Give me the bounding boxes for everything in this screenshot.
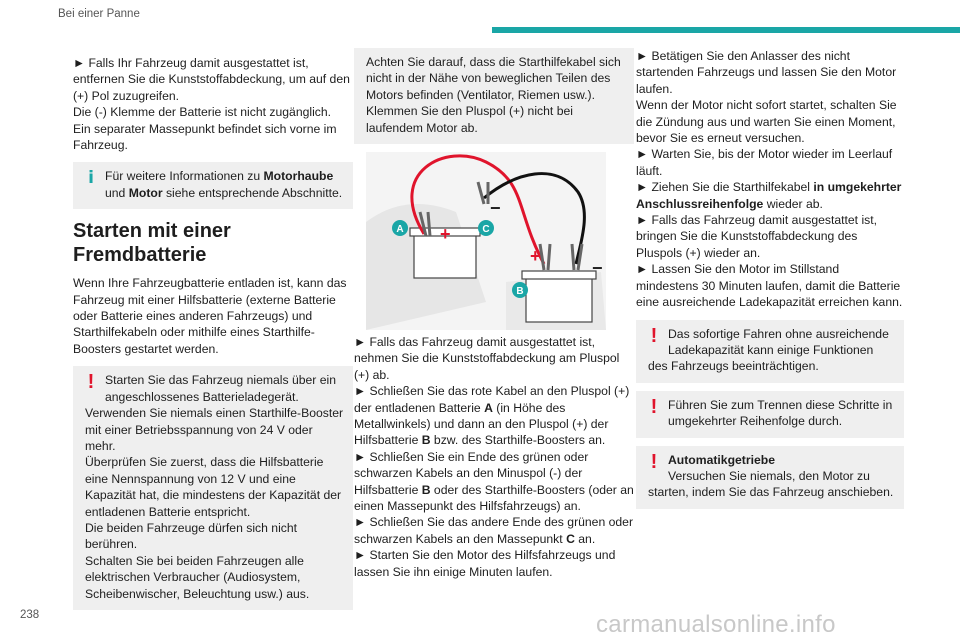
- info-text-end: siehe entsprechende Abschnitte.: [162, 185, 343, 200]
- warning-icon: !: [650, 324, 658, 347]
- jump-start-illustration: [366, 152, 606, 330]
- battery-ref: B: [421, 433, 431, 448]
- warning-text: Versuchen Sie niemals, den Motor zu starten, indem Sie das Fahrzeug anschieben.: [648, 468, 894, 500]
- svg-text:A: A: [396, 224, 404, 235]
- label-b: [512, 282, 528, 298]
- step-remove-cover: ► Falls Ihr Fahrzeug damit ausgestattet ist, entfernen Sie die Kunststoffabdeckung, um auf den (+) Pol zuzugreifen.: [73, 56, 350, 103]
- step-connect-black-c: [354, 514, 634, 547]
- column-3: [636, 48, 904, 517]
- step-refit-cover: ► Falls das Fahrzeug damit ausgestattet ist, bringen Sie die Kunststoffabdeckung des Pluspols (+) wieder an.: [636, 213, 878, 260]
- column-2-steps: [354, 334, 634, 580]
- label-a: [392, 220, 408, 236]
- warning-line: Schalten Sie bei beiden Fahrzeugen alle elektrischen Verbraucher (Audiosystem, Scheibenwischer, Beleuchtung usw.) aus.: [85, 553, 310, 601]
- plus-mark-b: +: [530, 246, 541, 266]
- warning-line: Überprüfen Sie zuerst, dass die Hilfsbatterie eine Nennspannung von 12 V und eine Kapazität hat, die mindestens der Kapazität der entladenen Batterie entspricht.: [85, 455, 342, 519]
- step-text: (in Höhe des Metallwinkels) und dann an den Pluspol (+) der Hilfsbatterie: [354, 400, 609, 448]
- plus-mark-a: +: [440, 224, 451, 244]
- warning-text: Das sofortige Fahren ohne ausreichende Ladekapazität kann einige Funktionen des Fahrzeugs beeinträchtigen.: [648, 326, 889, 374]
- warning-icon: !: [87, 371, 95, 394]
- warning-line: Verwenden Sie niemals einen Starthilfe-Booster mit einer Betriebsspannung von 24 V oder mehr.: [85, 406, 344, 453]
- step-text: ► Schließen Sie das rote Kabel an den Pluspol (+) der entladenen Batterie: [354, 384, 630, 415]
- warning-box-reverse: [636, 391, 904, 438]
- step-text: bzw. des Starthilfe-Boosters an.: [430, 433, 606, 448]
- column-1: [73, 55, 353, 618]
- step-run-engine: ► Lassen Sie den Motor im Stillstand mindestens 30 Minuten laufen, damit die Batterie eine ausreichende Ladekapazität erreichen kann.: [636, 262, 903, 310]
- info-text-and: und: [105, 185, 129, 200]
- minus-mark-b: −: [592, 258, 603, 278]
- step-text: oder des Starthilfe-Boosters (oder an einen Massepunkt des Hilfsfahrzeugs) an.: [354, 482, 634, 514]
- column-2: [354, 48, 634, 152]
- text-minus-terminal: Die (-) Klemme der Batterie ist nicht zugänglich.: [73, 105, 332, 120]
- battery-ref: A: [484, 400, 493, 415]
- info-icon: i: [88, 168, 94, 189]
- info-link-motorhaube: Motorhaube: [263, 169, 334, 184]
- warning-title: Automatikgetriebe: [668, 452, 775, 467]
- section-heading: Starten mit einer Fremdbatterie: [73, 220, 231, 267]
- label-c: [478, 220, 494, 236]
- step-connect-red: [354, 383, 634, 449]
- running-header: Bei einer Panne: [58, 8, 140, 20]
- warning-icon: !: [650, 395, 658, 418]
- warning-box-charge: [636, 320, 904, 383]
- step-retry: Wenn der Motor nicht sofort startet, schalten Sie die Zündung aus und warten Sie einen Moment, bevor Sie es erneut versuchen.: [636, 98, 897, 146]
- step-disconnect: [636, 179, 904, 212]
- step-text: an.: [574, 531, 596, 546]
- svg-text:B: B: [516, 286, 524, 297]
- svg-text:C: C: [482, 224, 490, 235]
- step-remove-cover-plus: ► Falls das Fahrzeug damit ausgestattet ist, nehmen Sie die Kunststoffabdeckung am Pluspol (+) ab.: [354, 335, 620, 382]
- caution-text-2: Klemmen Sie den Pluspol (+) nicht bei laufendem Motor ab.: [366, 104, 573, 135]
- warning-line: Die beiden Fahrzeuge dürfen sich nicht berühren.: [85, 520, 298, 552]
- warning-icon: !: [650, 450, 658, 473]
- info-box: [73, 162, 353, 209]
- watermark: carmanualsonline.info: [596, 611, 836, 638]
- step-text: wieder ab.: [763, 196, 823, 211]
- step-text: ► Schließen Sie das andere Ende des grünen oder schwarzen Kabels an den Massepunkt: [354, 515, 634, 546]
- info-text: Für weitere Informationen zu: [105, 169, 264, 184]
- step-crank: ► Betätigen Sie den Anlasser des nicht startenden Fahrzeugs und lassen Sie den Motor laufen.: [636, 49, 897, 96]
- warning-line: Starten Sie das Fahrzeug niemals über ein angeschlossenes Batterieladegerät.: [105, 373, 337, 404]
- step-text: ► Schließen Sie ein Ende des grünen oder schwarzen Kabels an den Minuspol (-) der Hilfsbatterie: [354, 449, 589, 497]
- step-connect-black-b: [354, 449, 634, 515]
- step-text: ► Ziehen Sie die Starthilfekabel: [636, 180, 814, 195]
- warning-text: Führen Sie zum Trennen diese Schritte in umgekehrter Reihenfolge durch.: [668, 397, 893, 429]
- header-accent-bar: [492, 27, 960, 33]
- step-wait-idle: ► Warten Sie, bis der Motor wieder im Leerlauf läuft.: [636, 147, 893, 178]
- step-start-helper: ► Starten Sie den Motor des Hilfsfahrzeugs und lassen Sie ihn einige Minuten laufen.: [354, 548, 616, 579]
- step-emphasis: in umgekehrter Anschlussreihenfolge: [636, 180, 902, 211]
- minus-mark-c: −: [490, 198, 501, 218]
- ground-ref: C: [566, 531, 575, 546]
- text-ground-point: Ein separater Massepunkt befindet sich vorne im Fahrzeug.: [73, 121, 337, 153]
- info-link-motor: Motor: [128, 185, 163, 200]
- intro-text: Wenn Ihre Fahrzeugbatterie entladen ist, kann das Fahrzeug mit einer Hilfsbatterie (externe Batterie oder Batterie eines anderen Fahrzeugs) und Starthilfekabeln oder mithilfe eines Starthilfe-Boosters gestartet werden.: [73, 276, 347, 356]
- warning-box: [73, 366, 353, 610]
- warning-box-automatic: [636, 446, 904, 509]
- caution-text: Achten Sie darauf, dass die Starthilfekabel sich nicht in der Nähe von beweglichen Teilen des Motors befinden (Ventilator, Riemen usw.).: [366, 55, 621, 102]
- battery-b: [522, 271, 596, 322]
- page-number: 238: [20, 609, 40, 621]
- caution-box: [354, 48, 634, 144]
- battery-ref: B: [421, 482, 431, 497]
